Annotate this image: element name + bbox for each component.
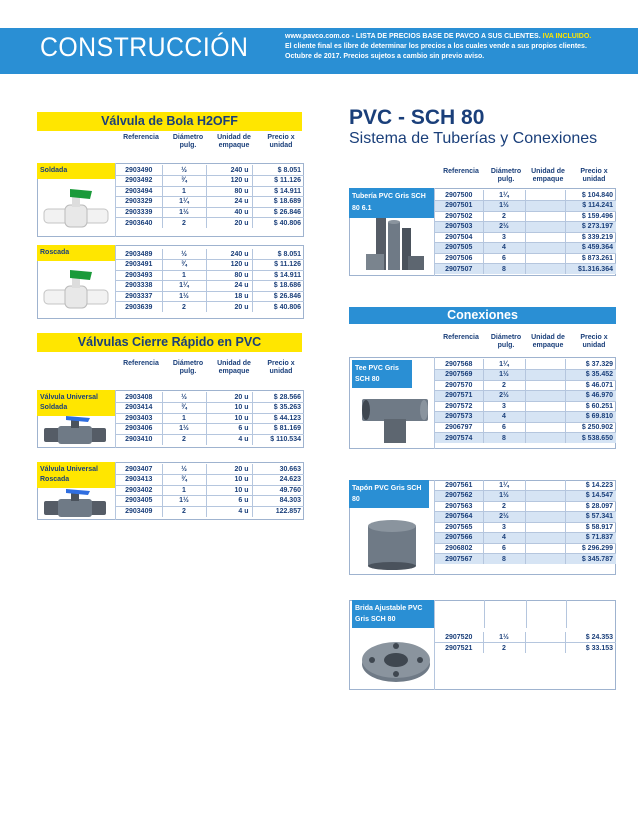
- ref-cell: 2907501: [435, 201, 483, 212]
- col-ref-2: Referencia: [123, 360, 159, 367]
- diam-cell: 6: [483, 543, 525, 554]
- diam-cell: 2½: [483, 391, 525, 402]
- diam-cell: 1½: [483, 491, 525, 502]
- table-row: [435, 412, 616, 423]
- unit-cell: [525, 391, 565, 402]
- tapon-table: [435, 480, 616, 564]
- ref-cell: 2903409: [116, 506, 162, 517]
- price-cell: $ 459.364: [565, 243, 616, 254]
- diam-cell: 1: [162, 186, 206, 197]
- price-cell: 49.760: [252, 485, 304, 496]
- table-row: [435, 391, 616, 402]
- ref-cell: 2903494: [116, 186, 162, 197]
- diam-cell: 1: [162, 270, 206, 281]
- unit-cell: [525, 491, 565, 502]
- col-diam-2: Diámetro pulg.: [172, 360, 204, 375]
- ref-cell: 2907571: [435, 391, 483, 402]
- price-cell: $ 71.837: [565, 533, 616, 544]
- unit-cell: [525, 433, 565, 444]
- union-valve-image: [42, 414, 108, 446]
- table-row: [435, 243, 616, 254]
- unit-cell: [525, 232, 565, 243]
- ref-cell: 2907567: [435, 554, 483, 565]
- table-row: [116, 496, 304, 507]
- price-cell: $ 14.911: [252, 186, 304, 197]
- unit-cell: 240 u: [206, 249, 252, 260]
- diam-cell: 2½: [483, 222, 525, 233]
- table-row: [435, 543, 616, 554]
- table-row: [435, 433, 616, 444]
- ref-cell: 2907506: [435, 253, 483, 264]
- ref-cell: 2903337: [116, 291, 162, 302]
- bola-soldada-label: Soldada: [37, 163, 115, 179]
- diam-cell: 1½: [483, 370, 525, 381]
- cierre-soldada-label: Válvula Universal Soldada: [37, 390, 115, 416]
- ref-cell: 2907570: [435, 380, 483, 391]
- price-cell: $ 110.534: [270, 436, 301, 443]
- price-cell: $ 250.902: [565, 422, 616, 433]
- price-cell: $1.316.364: [565, 264, 616, 275]
- ball-valve-threaded-image: [40, 266, 112, 314]
- table-row: [435, 201, 616, 212]
- price-cell: $ 37.329: [565, 359, 616, 370]
- table-row: [435, 401, 616, 412]
- unit-cell: 120 u: [206, 260, 252, 271]
- brida-table: [435, 632, 616, 653]
- table-row: [116, 165, 304, 176]
- unit-cell: [525, 422, 565, 433]
- diam-cell: 1¼: [483, 190, 525, 201]
- unit-cell: 10 u: [206, 485, 252, 496]
- col-price-4: Precio x unidad: [580, 334, 608, 349]
- unit-cell: 6 u: [206, 424, 252, 435]
- diam-cell: 1½: [162, 291, 206, 302]
- price-cell: $ 69.810: [565, 412, 616, 423]
- cierre-soldada-table: [116, 392, 304, 445]
- unit-cell: 24 u: [206, 281, 252, 292]
- price-cell: $ 58.917: [565, 522, 616, 533]
- price-cell: $ 57.341: [565, 512, 616, 523]
- pvc-title: PVC - SCH 80: [349, 106, 485, 129]
- price-cell: $ 8.051: [252, 249, 304, 260]
- table-row: [435, 643, 616, 654]
- unit-cell: 4 u: [206, 506, 252, 517]
- tuberia-table: [435, 190, 616, 274]
- diam-cell: 1¼: [162, 281, 206, 292]
- unit-cell: [525, 554, 565, 565]
- diam-cell: 6: [483, 253, 525, 264]
- table-row: [116, 281, 304, 292]
- diam-cell: 1¼: [483, 480, 525, 491]
- col-price-3: Precio x unidad: [580, 168, 608, 183]
- ref-cell: 2907568: [435, 359, 483, 370]
- ref-cell: 2903490: [116, 165, 162, 176]
- diam-cell: 1½: [162, 496, 206, 507]
- col-diam: Diámetro pulg.: [172, 134, 204, 149]
- diam-cell: 1¼: [162, 197, 206, 208]
- col-unit-2: Unidad de empaque: [217, 360, 251, 375]
- unit-cell: [525, 632, 565, 643]
- table-row: [116, 506, 304, 517]
- diam-cell: 2: [483, 380, 525, 391]
- table-row: [435, 190, 616, 201]
- section-title: CONSTRUCCIÓN: [40, 32, 249, 62]
- diam-cell: 1½: [162, 207, 206, 218]
- ref-cell: 2907569: [435, 370, 483, 381]
- ref-cell: 2907504: [435, 232, 483, 243]
- ref-cell: 2907574: [435, 433, 483, 444]
- table-row: [116, 218, 304, 229]
- ref-cell: 2907502: [435, 211, 483, 222]
- diam-cell: 3: [483, 232, 525, 243]
- ref-cell: 2907521: [435, 643, 483, 654]
- table-row: [116, 434, 304, 445]
- price-cell: $ 18.689: [252, 197, 304, 208]
- header-line1: www.pavco.com.co - LISTA DE PRECIOS BASE DE PAVCO A SUS CLIENTES.: [285, 33, 541, 40]
- unit-cell: 24 u: [206, 197, 252, 208]
- tee-fitting-image: [360, 393, 430, 445]
- table-row: [435, 422, 616, 433]
- price-cell: $ 44.123: [252, 413, 304, 424]
- ref-cell: 2907507: [435, 264, 483, 275]
- ref-cell: 2903492: [116, 176, 162, 187]
- price-cell: $ 26.846: [252, 207, 304, 218]
- table-row: [116, 403, 304, 414]
- diam-cell: 3: [483, 401, 525, 412]
- header-info: [285, 32, 630, 62]
- unit-cell: 120 u: [206, 176, 252, 187]
- price-cell: $ 40.806: [273, 219, 301, 227]
- table-row: [116, 413, 304, 424]
- table-row: [116, 392, 304, 403]
- table-row: [435, 211, 616, 222]
- unit-cell: [525, 222, 565, 233]
- unit-cell: 10 u: [206, 475, 252, 486]
- diam-cell: ½: [162, 392, 206, 403]
- table-row: [435, 370, 616, 381]
- diam-cell: 2: [162, 434, 206, 445]
- table-row: [435, 491, 616, 502]
- ref-cell: 2903406: [116, 424, 162, 435]
- diam-cell: 1½: [483, 632, 525, 643]
- price-cell: $ 60.251: [565, 401, 616, 412]
- table-row: [116, 207, 304, 218]
- diam-cell: ½: [162, 249, 206, 260]
- table-row: [116, 291, 304, 302]
- ref-cell: 2903408: [116, 392, 162, 403]
- ref-cell: 2903339: [116, 207, 162, 218]
- unit-cell: 40 u: [206, 207, 252, 218]
- pvc-subtitle: Sistema de Tuberías y Conexiones: [349, 130, 598, 147]
- union-valve-threaded-image: [42, 487, 108, 519]
- col-unit-4: Unidad de empaque: [531, 334, 565, 349]
- ref-cell: 2907505: [435, 243, 483, 254]
- unit-cell: [525, 401, 565, 412]
- price-cell: $ 14.911: [252, 270, 304, 281]
- unit-cell: 4 u: [206, 434, 252, 445]
- table-row: [435, 380, 616, 391]
- price-cell: $ 14.547: [565, 491, 616, 502]
- diam-cell: 4: [483, 243, 525, 254]
- price-cell: 30.663: [252, 464, 304, 475]
- ref-cell: 2907562: [435, 491, 483, 502]
- diam-cell: 2: [162, 506, 206, 517]
- unit-cell: [525, 643, 565, 654]
- col-price: Precio x unidad: [267, 134, 295, 149]
- unit-cell: [525, 243, 565, 254]
- price-cell: $ 18.686: [252, 281, 304, 292]
- table-row: [116, 176, 304, 187]
- table-row: [116, 302, 304, 313]
- price-cell: $ 24.353: [565, 632, 616, 643]
- bola-soldada-table: [116, 165, 304, 228]
- cierre-roscada-label: Válvula Universal Roscada: [37, 462, 115, 488]
- price-cell: 122.857: [275, 508, 301, 515]
- ref-cell: 2903329: [116, 197, 162, 208]
- ref-cell: 2907572: [435, 401, 483, 412]
- unit-cell: 240 u: [206, 165, 252, 176]
- price-cell: $ 339.219: [565, 232, 616, 243]
- unit-cell: 6 u: [206, 496, 252, 507]
- diam-cell: 2: [162, 302, 206, 313]
- col-diam-3: Diámetro pulg.: [490, 168, 522, 183]
- price-cell: $ 35.263: [252, 403, 304, 414]
- price-cell: $ 114.241: [565, 201, 616, 212]
- price-cell: $ 46.071: [565, 380, 616, 391]
- diam-cell: ¾: [162, 403, 206, 414]
- unit-cell: 20 u: [206, 302, 252, 313]
- price-cell: $ 33.153: [585, 644, 613, 652]
- ref-cell: 2907573: [435, 412, 483, 423]
- ref-cell: 2907500: [435, 190, 483, 201]
- unit-cell: 20 u: [206, 392, 252, 403]
- table-row: [435, 533, 616, 544]
- pipe-image: [362, 216, 428, 274]
- diam-cell: 8: [483, 433, 525, 444]
- price-cell: 84.303: [252, 496, 304, 507]
- ref-cell: 2903338: [116, 281, 162, 292]
- diam-cell: ¾: [162, 260, 206, 271]
- price-cell: $ 81.169: [252, 424, 304, 435]
- diam-cell: 2: [162, 218, 206, 229]
- price-cell: $ 345.787: [565, 554, 616, 565]
- diam-cell: 2: [483, 643, 525, 654]
- ref-cell: 2903405: [116, 496, 162, 507]
- diam-cell: ¾: [162, 176, 206, 187]
- flange-image: [360, 636, 432, 686]
- diam-cell: ½: [162, 165, 206, 176]
- bola-roscada-label: Roscada: [37, 245, 115, 261]
- diam-cell: 4: [483, 533, 525, 544]
- col-unit-3: Unidad de empaque: [531, 168, 565, 183]
- price-cell: $ 11.126: [252, 260, 304, 271]
- diam-cell: 8: [483, 554, 525, 565]
- col-price-2: Precio x unidad: [267, 360, 295, 375]
- table-row: [116, 260, 304, 271]
- col-diam-4: Diámetro pulg.: [490, 334, 522, 349]
- price-cell: $ 273.197: [565, 222, 616, 233]
- page-header: [0, 28, 638, 74]
- unit-cell: [525, 190, 565, 201]
- ref-cell: 2903402: [116, 485, 162, 496]
- ref-cell: 2903414: [116, 403, 162, 414]
- ref-cell: 2903489: [116, 249, 162, 260]
- diam-cell: 3: [483, 522, 525, 533]
- table-row: [116, 485, 304, 496]
- cierre-roscada-table: [116, 464, 304, 517]
- price-cell: $ 14.223: [565, 480, 616, 491]
- unit-cell: [525, 253, 565, 264]
- price-cell: $ 873.261: [565, 253, 616, 264]
- cierre-banner: Válvulas Cierre Rápido en PVC: [37, 333, 302, 352]
- unit-cell: [525, 533, 565, 544]
- ref-cell: 2907520: [435, 632, 483, 643]
- unit-cell: [525, 380, 565, 391]
- price-cell: $ 104.840: [565, 190, 616, 201]
- ref-cell: 2903493: [116, 270, 162, 281]
- diam-cell: 2: [483, 501, 525, 512]
- ref-cell: 2907563: [435, 501, 483, 512]
- ball-valve-image: [40, 185, 112, 233]
- unit-cell: [525, 370, 565, 381]
- diam-cell: 1½: [483, 201, 525, 212]
- unit-cell: [525, 522, 565, 533]
- tapon-label: Tapón PVC Gris SCH 80: [349, 480, 429, 508]
- diam-cell: 8: [483, 264, 525, 275]
- table-row: [116, 186, 304, 197]
- bola-banner: Válvula de Bola H2OFF: [37, 112, 302, 131]
- table-row: [435, 264, 616, 275]
- unit-cell: 10 u: [206, 413, 252, 424]
- price-cell: $ 28.097: [565, 501, 616, 512]
- unit-cell: [525, 501, 565, 512]
- diam-cell: 2½: [483, 512, 525, 523]
- unit-cell: [525, 512, 565, 523]
- ref-cell: 2903407: [116, 464, 162, 475]
- price-cell: $ 11.126: [252, 176, 304, 187]
- col-ref-4: Referencia: [443, 334, 479, 341]
- diam-cell: 6: [483, 422, 525, 433]
- table-row: [435, 359, 616, 370]
- diam-cell: ¾: [162, 475, 206, 486]
- cap-image: [364, 518, 420, 570]
- unit-cell: 80 u: [206, 186, 252, 197]
- bola-roscada-table: [116, 249, 304, 312]
- table-row: [435, 232, 616, 243]
- ref-cell: 2903639: [116, 302, 162, 313]
- ref-cell: 2903410: [116, 434, 162, 445]
- col-ref-3: Referencia: [443, 168, 479, 175]
- header-line3: Octubre de 2017. Precios sujetos a cambio sin previo aviso.: [285, 53, 485, 60]
- price-cell: $ 538.650: [565, 433, 616, 444]
- table-row: [435, 632, 616, 643]
- unit-cell: [525, 211, 565, 222]
- unit-cell: [525, 412, 565, 423]
- brida-label: Brida Ajustable PVC Gris SCH 80: [352, 600, 434, 628]
- unit-cell: 18 u: [206, 291, 252, 302]
- ref-cell: 2907561: [435, 480, 483, 491]
- conexiones-banner: Conexiones: [349, 307, 616, 324]
- col-unit: Unidad de empaque: [217, 134, 251, 149]
- unit-cell: 80 u: [206, 270, 252, 281]
- table-row: [435, 501, 616, 512]
- table-row: [435, 554, 616, 565]
- diam-cell: 1: [162, 413, 206, 424]
- iva-note: IVA INCLUIDO.: [542, 33, 592, 40]
- price-cell: $ 8.051: [252, 165, 304, 176]
- unit-cell: 20 u: [206, 218, 252, 229]
- table-row: [116, 464, 304, 475]
- unit-cell: 20 u: [206, 464, 252, 475]
- unit-cell: [525, 264, 565, 275]
- table-row: [116, 197, 304, 208]
- tuberia-label: Tubería PVC Gris SCH 80 6.1: [349, 188, 434, 218]
- diam-cell: 4: [483, 412, 525, 423]
- ref-cell: 2906802: [435, 543, 483, 554]
- price-cell: $ 35.452: [565, 370, 616, 381]
- table-row: [116, 475, 304, 486]
- unit-cell: 10 u: [206, 403, 252, 414]
- unit-cell: [525, 543, 565, 554]
- tee-label: Tee PVC Gris SCH 80: [352, 360, 412, 388]
- diam-cell: 1¼: [483, 359, 525, 370]
- table-row: [435, 222, 616, 233]
- price-cell: $ 159.496: [565, 211, 616, 222]
- price-cell: $ 28.566: [252, 392, 304, 403]
- unit-cell: [525, 201, 565, 212]
- diam-cell: 2: [483, 211, 525, 222]
- ref-cell: 2907503: [435, 222, 483, 233]
- ref-cell: 2903640: [116, 218, 162, 229]
- table-row: [116, 270, 304, 281]
- price-cell: 24.623: [252, 475, 304, 486]
- unit-cell: [525, 359, 565, 370]
- tee-table: [435, 359, 616, 443]
- table-row: [116, 249, 304, 260]
- price-cell: $ 26.846: [252, 291, 304, 302]
- diam-cell: 1½: [162, 424, 206, 435]
- ref-cell: 2907565: [435, 522, 483, 533]
- price-cell: $ 46.970: [565, 391, 616, 402]
- ref-cell: 2906797: [435, 422, 483, 433]
- diam-cell: ½: [162, 464, 206, 475]
- ref-cell: 2903413: [116, 475, 162, 486]
- header-line2: El cliente final es libre de determinar los precios a los cuales vende a sus propios clientes.: [285, 43, 587, 50]
- table-row: [116, 424, 304, 435]
- table-row: [435, 522, 616, 533]
- table-row: [435, 512, 616, 523]
- unit-cell: [525, 480, 565, 491]
- price-cell: $ 296.299: [565, 543, 616, 554]
- price-cell: $ 40.806: [273, 303, 301, 311]
- ref-cell: 2907564: [435, 512, 483, 523]
- col-ref: Referencia: [123, 134, 159, 141]
- ref-cell: 2903403: [116, 413, 162, 424]
- table-row: [435, 253, 616, 264]
- ref-cell: 2907566: [435, 533, 483, 544]
- table-row: [435, 480, 616, 491]
- ref-cell: 2903491: [116, 260, 162, 271]
- diam-cell: 1: [162, 485, 206, 496]
